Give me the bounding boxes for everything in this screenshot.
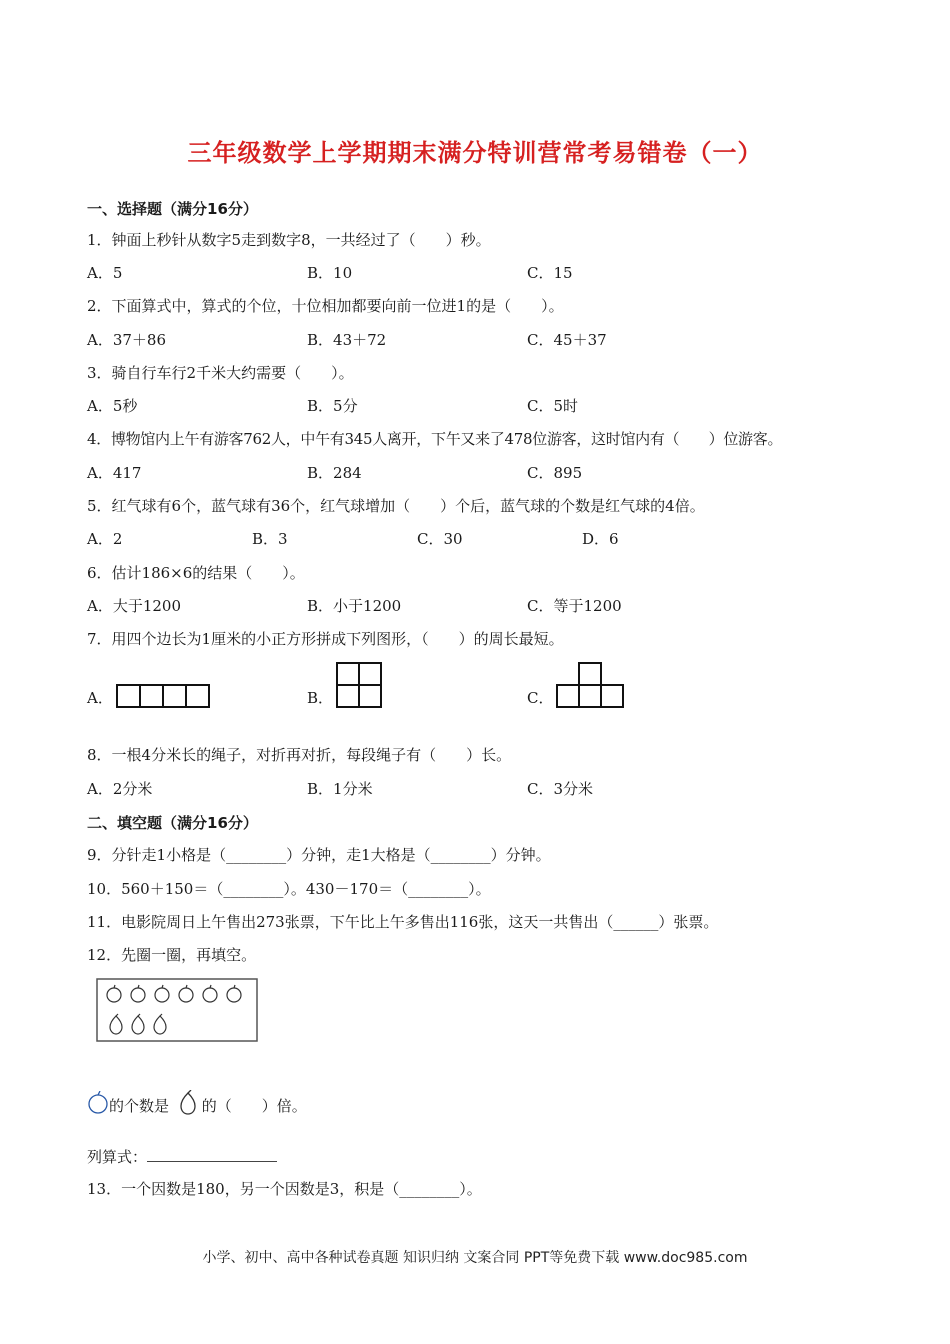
question-2: 2．下面算式中，算式的个位，十位相加都要向前一位进1的是（ ）。: [87, 297, 564, 315]
q12-formula-line: [87, 1145, 277, 1167]
q7-option-a[interactable]: A．: [87, 689, 113, 707]
question-9: 9．分针走1小格是（________）分钟，走1大格是（________）分钟。: [87, 846, 551, 864]
question-8: 8．一根4分米长的绳子，对折再对折，每段绳子有（ ）长。: [87, 746, 512, 764]
q3-option-c[interactable]: C．5时: [527, 397, 579, 415]
q5-option-b[interactable]: B．3: [252, 530, 288, 548]
q1-option-c[interactable]: C．15: [527, 264, 573, 282]
q4-option-c[interactable]: C．895: [527, 464, 583, 482]
q6-option-a[interactable]: A．大于1200: [87, 597, 182, 615]
question-7: 7．用四个边长为1厘米的小正方形拼成下列图形，（ ）的周长最短。: [87, 630, 564, 648]
q3-option-a[interactable]: A．5秒: [87, 397, 138, 415]
q2-option-b[interactable]: B．43＋72: [307, 331, 387, 349]
q4-option-a[interactable]: A．417: [87, 464, 142, 482]
apple-icon: [87, 1091, 109, 1123]
question-1: 1．钟面上秒针从数字5走到数字8，一共经过了（ ）秒。: [87, 231, 491, 249]
q5-option-a[interactable]: A．2: [87, 530, 123, 548]
q4-option-b[interactable]: B．284: [307, 464, 362, 482]
question-11: 11．电影院周日上午售出273张票，下午比上午多售出116张，这天一共售出（______）张票。: [87, 913, 719, 931]
q1-option-b[interactable]: B．10: [307, 264, 353, 282]
q12-ratio-line: [87, 1090, 307, 1124]
question-13: 13．一个因数是180，另一个因数是3，积是（________）。: [87, 1180, 482, 1198]
formula-answer-blank[interactable]: [147, 1145, 277, 1162]
question-4: 4．博物馆内上午有游客762人，中午有345人离开，下午又来了478位游客，这时馆内有（ ）位游客。: [87, 430, 783, 448]
q5-option-d[interactable]: D．6: [582, 530, 619, 548]
shape-four-in-row: [116, 684, 210, 708]
q7-option-c[interactable]: C．: [527, 689, 554, 707]
pear-icon: [178, 1090, 198, 1124]
q3-option-b[interactable]: B．5分: [307, 397, 358, 415]
q2-option-a[interactable]: A．37＋86: [87, 331, 167, 349]
q7-option-b[interactable]: B．: [307, 689, 334, 707]
q2-option-c[interactable]: C．45＋37: [527, 331, 607, 349]
q1-option-a[interactable]: A．5: [87, 264, 123, 282]
q8-option-c[interactable]: C．3分米: [527, 780, 594, 798]
shape-two-by-two-square: [336, 662, 382, 708]
q12-ratio-text-a: 的个数是: [109, 1097, 170, 1115]
section-heading-choice: 一、选择题（满分16分）: [87, 200, 258, 218]
q6-option-c[interactable]: C．等于1200: [527, 597, 622, 615]
question-12: 12．先圈一圈，再填空。: [87, 946, 257, 964]
q8-option-b[interactable]: B．1分米: [307, 780, 373, 798]
question-5: 5．红气球有6个，蓝气球有36个，红气球增加（ ）个后，蓝气球的个数是红气球的4倍。: [87, 497, 705, 515]
apple-group: [107, 985, 241, 1002]
pear-group: [110, 1014, 166, 1034]
question-6: 6．估计186×6的结果（ ）。: [87, 564, 305, 582]
q5-option-c[interactable]: C．30: [417, 530, 463, 548]
question-3: 3．骑自行车行2千米大约需要（ ）。: [87, 364, 354, 382]
fruit-box: [96, 978, 258, 1042]
shape-t-tetromino: [556, 662, 624, 708]
footer-watermark: 小学、初中、高中各种试卷真题 知识归纳 文案合同 PPT等免费下载 www.doc985.com: [202, 1250, 748, 1266]
q6-option-b[interactable]: B．小于1200: [307, 597, 402, 615]
page-title: 三年级数学上学期期末满分特训营常考易错卷（一）: [187, 139, 763, 167]
q12-ratio-text-b: 的（ ）倍。: [201, 1097, 307, 1115]
section-heading-fill: 二、填空题（满分16分）: [87, 814, 258, 832]
question-10: 10．560＋150＝（________）。430－170＝（________）。: [87, 880, 491, 898]
formula-label: 列算式：: [87, 1148, 148, 1166]
q8-option-a[interactable]: A．2分米: [87, 780, 153, 798]
